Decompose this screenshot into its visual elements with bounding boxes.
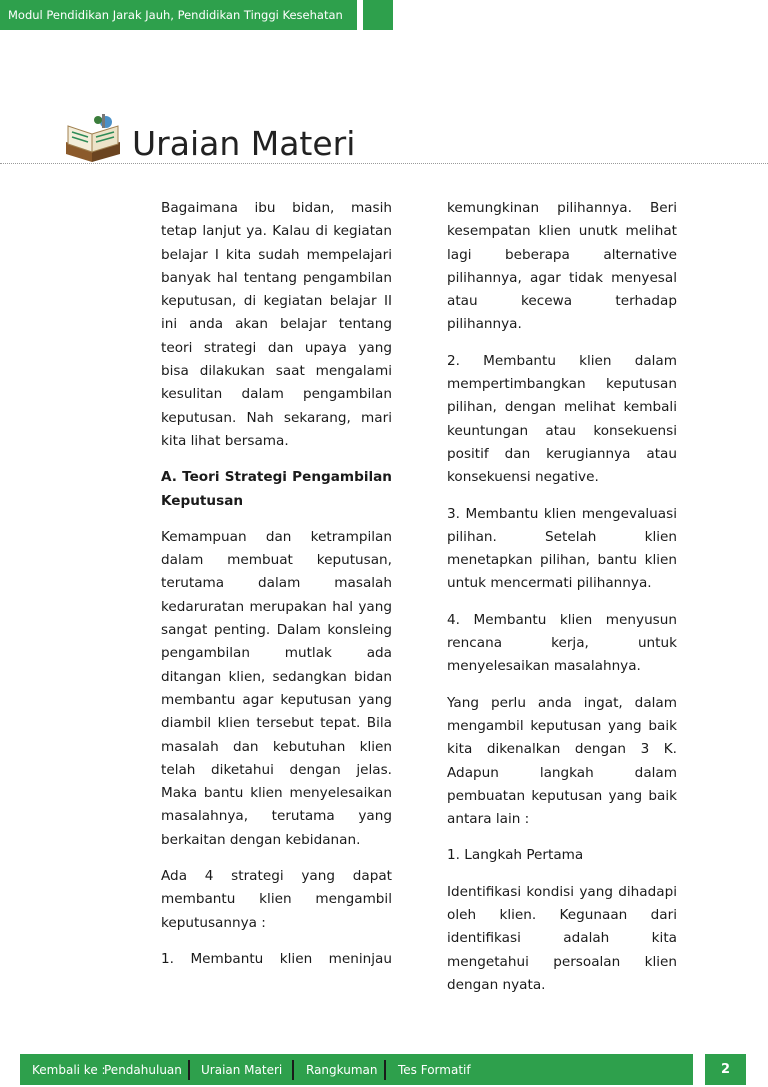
list-item: 1. Langkah Pertama <box>447 847 584 864</box>
footer-nav <box>20 1054 693 1085</box>
footer-link-rangkuman[interactable]: Rangkuman <box>306 1063 378 1077</box>
footer-separator <box>384 1060 386 1080</box>
footer-separator <box>188 1060 190 1080</box>
left-column <box>161 197 392 984</box>
open-book-icon <box>62 112 124 164</box>
section-title: Uraian Materi <box>132 124 356 163</box>
title-divider <box>0 163 768 164</box>
subheading: A. Teori Strategi Pengambilan Keputusan <box>161 469 392 509</box>
list-item: 3. Membantu klien mengevaluasi pilihan. Setelah klien menetapkan pilihan, bantu klien untuk mencermati pilihannya. <box>447 505 677 592</box>
footer-back-label: Kembali ke : <box>32 1063 106 1077</box>
header-square <box>363 0 393 30</box>
paragraph: Identifikasi kondisi yang dihadapi oleh klien. Kegunaan dari identifikasi adalah kita mengetahui persoalan klien dengan nyata. <box>447 883 677 993</box>
paragraph: Bagaimana ibu bidan, masih tetap lanjut ya. Kalau di kegiatan belajar I kita sudah mempelajari banyak hal tentang pengambilan keputusan, di kegiatan belajar II ini anda akan belajar tentang teori strategi dan upaya yang bisa dilakukan saat mengalami kesulitan dalam pengambilan keputusan. Nah sekarang, mari kita lihat bersama. <box>161 200 392 449</box>
list-item: 4. Membantu klien menyusun rencana kerja, untuk menyelesaikan masalahnya. <box>447 611 677 675</box>
list-item: 2. Membantu klien dalam mempertimbangkan keputusan pilihan, dengan melihat kembali keuntungan atau konsekuensi positif dan kerugiannya atau konsekuensi negative. <box>447 352 677 486</box>
paragraph: kemungkinan pilihannya. Beri kesempatan klien unutk melihat lagi beberapa alternative pilihannya, agar tidak menyesal atau kecewa terhadap pilihannya. <box>447 200 677 333</box>
paragraph: Ada 4 strategi yang dapat membantu klien mengambil keputusannya : <box>161 868 392 931</box>
page-number: 2 <box>720 1062 731 1077</box>
header-bar <box>0 0 357 30</box>
footer-separator <box>292 1060 294 1080</box>
paragraph: Kemampuan dan ketrampilan dalam membuat keputusan, terutama dalam masalah kedaruratan merupakan hal yang sangat penting. Dalam konsleing pengambilan mutlak ada ditangan klien, sedangkan bidan membantu agar keputusan yang diambil klien tersebut tepat. Bila masalah dan kebutuhan klien telah diketahui dengan jelas. Maka bantu klien menyelesaikan masalahnya, terutama yang berkaitan dengan kebidanan. <box>161 528 392 848</box>
footer-link-tes-formatif[interactable]: Tes Formatif <box>398 1063 471 1077</box>
paragraph: Yang perlu anda ingat, dalam mengambil keputusan yang baik kita dikenalkan dengan 3 K. Adapun langkah dalam pembuatan keputusan yang baik antara lain : <box>447 694 677 828</box>
footer-link-pendahuluan[interactable]: Pendahuluan <box>104 1063 182 1077</box>
right-column <box>447 197 677 1010</box>
list-item: 1. Membantu klien meninjau <box>161 950 392 967</box>
header-title: Modul Pendidikan Jarak Jauh, Pendidikan Tinggi Kesehatan <box>8 8 343 22</box>
footer-link-uraian-materi[interactable]: Uraian Materi <box>201 1063 283 1077</box>
page-number-box <box>705 1054 746 1085</box>
